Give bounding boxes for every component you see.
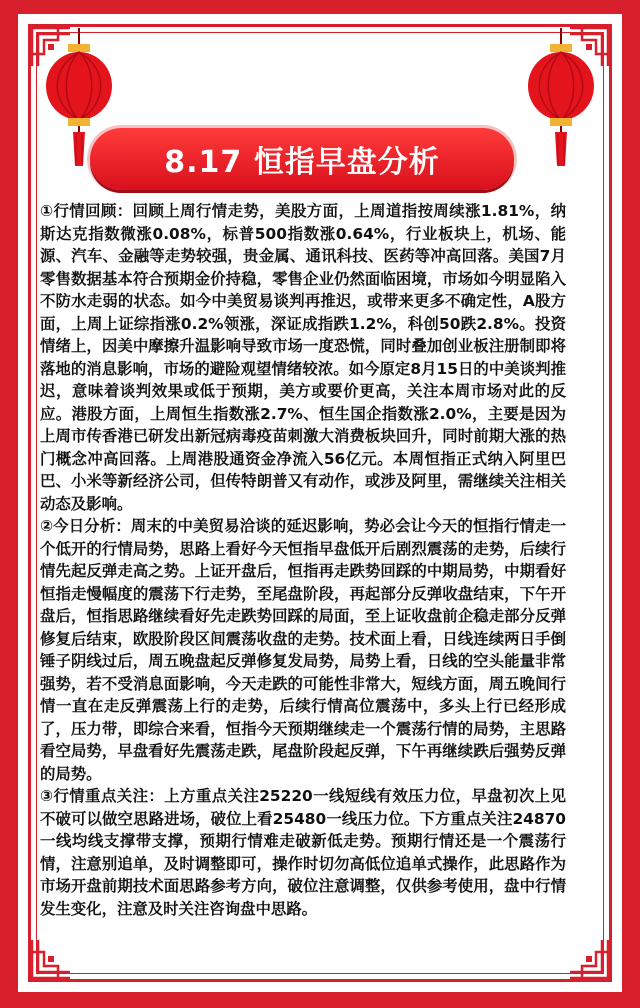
- corner-ornament-icon: [28, 936, 74, 982]
- article-body: [40, 200, 566, 920]
- corner-ornament-icon: [566, 936, 612, 982]
- title-banner: [90, 128, 514, 190]
- section-market-review: ①行情回顾：回顾上周行情走势，美股方面，上周道指按周续涨1.81%，纳斯达克指数微涨0.08%，标普500指数涨0.64%，行业板块上，机场、能源、汽车、金融等走势较强，贵金属、通讯科技、医药等冲高回落。美国7月零售数据基本符合预期金价持稳，零售企业仍然面临困境，市场如今明显陷入不防水走弱的状态。如今中美贸易谈判再推迟，或带来更多不确定性，A股方面，上周上证综指涨0.2%领涨，深证成指跌1.2%，科创50跌2.8%。投资情绪上，因美中摩擦升温影响导致市场一度恐慌，同时叠加创业板注册制即将落地的消息影响，市场的避险观望情绪较浓。如今原定8月15日的中美谈判推迟，意味着谈判效果或低于预期，美方或要价更高，关注本周市场对此的反应。港股方面，上周恒生指数涨2.7%、恒生国企指数涨2.0%，主要是因为上周市传香港已研发出新冠病毒疫苗刺激大消费板块回升，同时前期大涨的热门概念冲高回落。上周港股通资金净流入56亿元。本周恒指正式纳入阿里巴巴、小米等新经济公司，但传特朗普又有动作，或涉及阿里，需继续关注相关动态及影响。: [40, 202, 566, 513]
- page-title: 8.17 恒指早盘分析: [164, 145, 440, 180]
- section-today-analysis: ②今日分析：周末的中美贸易洽谈的延迟影响，势必会让今天的恒指行情走一个低开的行情局势，思路上看好今天恒指早盘低开后剧烈震荡的走势，后续行情先起反弹走高之势。上证开盘后，恒指再走跌势回踩的中期局势，中期看好恒指走慢幅度的震荡下行走势，至尾盘阶段，再起部分反弹收盘结束，下午开盘后，恒指思路继续看好先走跌势回踩的局面，至上证收盘前企稳走部分反弹修复后结束，欧股阶段区间震荡收盘的走势。技术面上看，日线连续两日手倒锤子阴线过后，周五晚盘起反弹修复发局势，局势上看，日线的空头能量非常强势，若不受消息面影响，今天走跌的可能性非常大，短线方面，周五晚间行情一直在走反弹震荡上行的走势，后续行情高位震荡中，多头上行已经形成了，压力带，即综合来看，恒指今天预期继续走一个震荡行情的局势，主思路看空局势，早盘看好先震荡走跌，尾盘阶段起反弹，下午再继续跌后强势反弹的局势。: [40, 517, 566, 783]
- section-key-levels: ③行情重点关注：上方重点关注25220一线短线有效压力位，早盘初次上见不破可以做空思路进场，破位上看25480一线压力位。下方重点关注24870一线均线支撑带支撑，预期行情难走破新低走势。预期行情还是一个震荡行情，注意别追单，及时调整即可，操作时切勿高低位追单式操作，此思路作为市场开盘前期技术面思路参考方向，破位注意调整，仅供参考使用，盘中行情发生变化，注意及时关注咨询盘中思路。: [40, 787, 566, 918]
- lantern-icon: [526, 28, 596, 168]
